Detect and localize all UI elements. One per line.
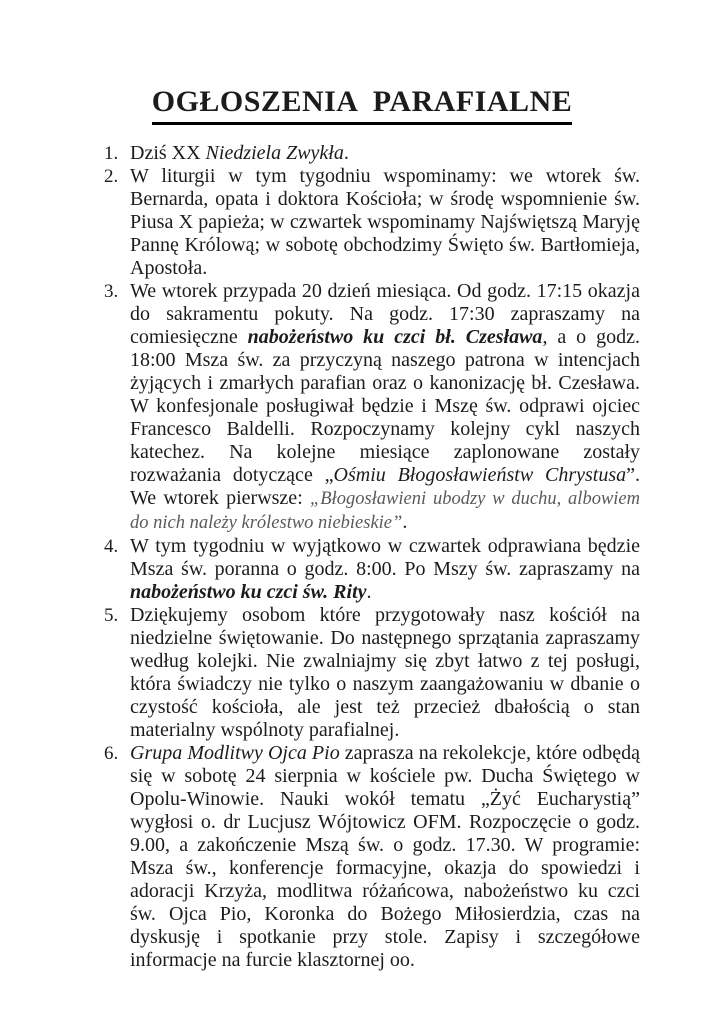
title-row xyxy=(0,84,724,125)
list-item-number: 2. xyxy=(104,166,119,187)
text-segment-quote: „Błogosławieni ubodzy w duchu, albowiem do nich należy królestwo niebieskie” xyxy=(130,489,640,533)
list-item-text xyxy=(130,604,640,741)
list-item xyxy=(104,142,640,165)
list-item-text xyxy=(130,535,640,603)
text-segment-bold_italic: nabożeństwo ku czci bł. Czesława xyxy=(247,326,543,348)
text-segment-normal: . xyxy=(366,581,372,603)
text-segment-normal: We wtorek przypada 20 dzień miesiąca. Od godz. 17:15 okazja do sakramentu pokuty. Na godz. 17:30 zapraszamy na comiesięczne xyxy=(130,280,640,348)
text-segment-normal: ”. We wtorek pierwsze: xyxy=(130,464,640,509)
list-item xyxy=(104,535,640,604)
list-item-text xyxy=(130,280,640,533)
text-segment-normal: zaprasza na rekolekcje, które odbędą się w sobotę 24 sierpnia w kościele pw. Ducha Świętego w Opolu-Winowie. Nauki wokół tematu „Żyć Eucharystią” wygłosi o. dr Lucjusz Wójtowicz OFM. Rozpoczęcie o godz. 9.00, a zakończenie Mszą św. o godz. 17.30. W programie: Msza św., konferencje formacyjne, okazja do spowiedzi i adoracji Krzyża, modlitwa różańcowa, nabożeństwo ku czci św. Ojca Pio, Koronka do Bożego Miłosierdzia, czas na dyskusję i spotkanie przy stole. Zapisy i szczegółowe informacje na furcie klasztornej oo. xyxy=(130,742,640,971)
text-segment-normal: , a o godz. 18:00 Msza św. za przyczyną naszego patrona w intencjach żyjących i zmarłych parafian oraz o kanonizację bł. Czesława. W konfesjonale posługiwał będzie i Mszę św. odprawi ojciec Francesco Baldelli. Rozpoczynamy kolejny cykl naszych katechez. Na kolejne miesiące zaplonowane zostały rozważania dotyczące „ xyxy=(130,326,640,486)
text-segment-italic: Grupa Modlitwy Ojca Pio xyxy=(130,742,340,764)
list-item-number: 6. xyxy=(104,743,119,764)
text-segment-normal: . xyxy=(402,511,408,533)
text-segment-italic: Niedziela Zwykła xyxy=(205,142,344,164)
list-item-number: 5. xyxy=(104,605,119,626)
page-title: OGŁOSZENIA PARAFIALNE xyxy=(152,84,573,125)
text-segment-normal: . xyxy=(343,142,349,164)
text-segment-bold_italic: nabożeństwo ku czci św. Rity xyxy=(130,581,367,603)
text-segment-normal: Dziękujemy osobom które przygotowały nasz kościół na niedzielne świętowanie. Do następnego sprzątania zapraszamy według kolejki. Nie zwalniajmy się zbyt łatwo z tej posługi, która świadczy nie tylko o naszym zaangażowaniu w dbanie o czystość kościoła, ale jest też przecież dbałością o stan materialny wspólnoty parafialnej. xyxy=(130,604,640,741)
text-segment-normal: W tym tygodniu w wyjątkowo w czwartek odprawiana będzie Msza św. poranna o godz. 8:00. Po Mszy św. zapraszamy na xyxy=(130,535,640,580)
announcements-list xyxy=(104,142,640,972)
list-item-number: 4. xyxy=(104,536,119,557)
list-item-text xyxy=(130,142,349,164)
list-item xyxy=(104,165,640,280)
text-segment-normal: W liturgii w tym tygodniu wspominamy: we wtorek św. Bernarda, opata i doktora Kościoła; w środę wspomnienie św. Piusa X papieża; w czwartek wspominamy Najświętszą Maryję Pannę Królową; w sobotę obchodzimy Święto św. Bartłomieja, Apostoła. xyxy=(130,165,640,279)
list-item-number: 1. xyxy=(104,143,119,164)
list-item-number: 3. xyxy=(104,281,119,302)
list-item xyxy=(104,280,640,535)
list-item-text xyxy=(130,742,640,971)
text-segment-normal: Dziś XX xyxy=(130,142,206,164)
list-item xyxy=(104,604,640,742)
list-item xyxy=(104,742,640,972)
text-segment-italic: Ośmiu Błogosławieństw Chrystusa xyxy=(333,464,627,486)
list-item-text xyxy=(130,165,640,279)
